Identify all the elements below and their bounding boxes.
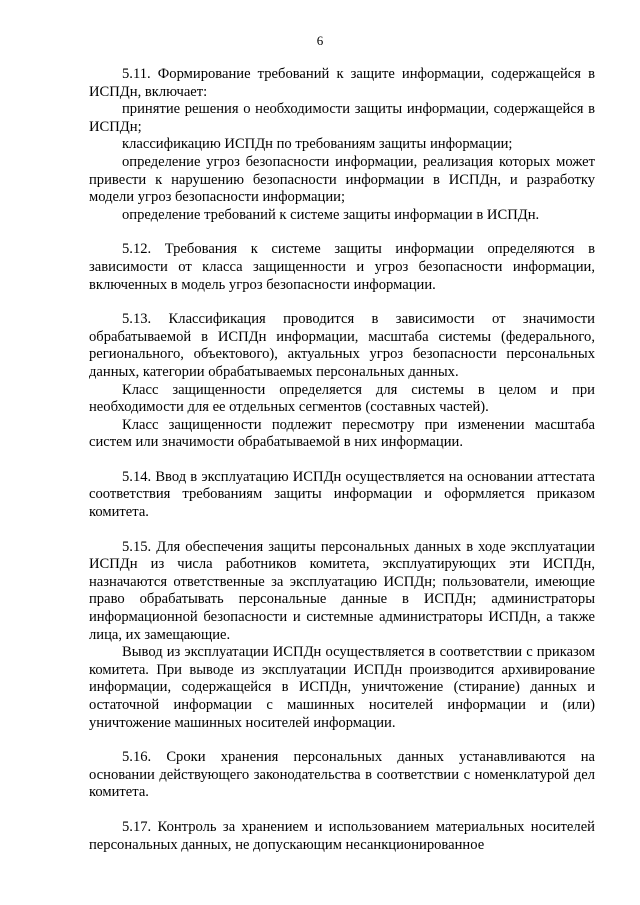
paragraph-gap — [89, 732, 595, 749]
list-item: определение требований к системе защиты информации в ИСПДн. — [122, 206, 540, 223]
paragraph: Класс защищенности определяется для системы в целом и при необходимости для ее отдельных сегментов (составных частей). — [89, 381, 595, 416]
clause-5-14: 5.14. Ввод в эксплуатацию ИСПДн осуществляется на основании аттестата соответствия требованиям защиты информации и оформляется приказом комитета. — [89, 468, 595, 521]
paragraph-gap — [89, 224, 595, 241]
paragraph-gap — [89, 452, 595, 469]
clause-5-12: 5.12. Требования к системе защиты информации определяются в зависимости от класса защищенности и угроз безопасности информации, включенных в модель угроз безопасности информации. — [89, 241, 595, 293]
document-body — [89, 66, 595, 854]
paragraph: Класс защищенности подлежит пересмотру при изменении масштаба систем или значимости обрабатываемой в них информации. — [89, 416, 595, 451]
paragraph-gap — [89, 802, 595, 819]
list-item: определение угроз безопасности информации, реализация которых может привести к нарушению безопасности информации в ИСПДн, и разработку модели угроз безопасности информации; — [89, 153, 595, 206]
list-item: принятие решения о необходимости защиты информации, содержащейся в ИСПДн; — [89, 101, 595, 135]
clause-5-17: 5.17. Контроль за хранением и использованием материальных носителей персональных данных, не допускающим несанкционированное — [89, 818, 595, 853]
paragraph-gap — [89, 522, 595, 539]
clause-5-15: 5.15. Для обеспечения защиты персональных данных в ходе эксплуатации ИСПДн из числа работников комитета, эксплуатирующих эти ИСПДн, назначаются ответственные за эксплуатацию ИСПДн; пользователи, имеющие право обрабатывать персональные данные в ИСПДн; администраторы информационной безопасности и системные администраторы ИСПДн, а также лица, их замещающие. — [89, 538, 595, 643]
paragraph: Вывод из эксплуатации ИСПДн осуществляется в соответствии с приказом комитета. При выводе из эксплуатации ИСПДн производится архивирование информации, содержащейся в ИСПДн, уничтожение (стирание) данных и остаточной информации с машинных носителей информации и (или) уничтожение машинных носителей информации. — [89, 644, 595, 731]
clause-5-16: 5.16. Сроки хранения персональных данных устанавливаются на основании действующего законодательства в соответствии с номенклатурой дел комитета. — [89, 749, 595, 801]
clause-5-13: 5.13. Классификация проводится в зависимости от значимости обрабатываемой в ИСПДн информации, масштаба системы (федерального, регионального, объектового), актуальных угроз безопасности персональных данных, категории обрабатываемых персональных данных. — [89, 311, 595, 380]
page-number: 6 — [316, 33, 324, 48]
clause-5-11: 5.11. Формирование требований к защите информации, содержащейся в ИСПДн, включает: — [89, 66, 595, 100]
paragraph-gap — [89, 294, 595, 311]
list-item: классификацию ИСПДн по требованиям защиты информации; — [122, 136, 513, 153]
